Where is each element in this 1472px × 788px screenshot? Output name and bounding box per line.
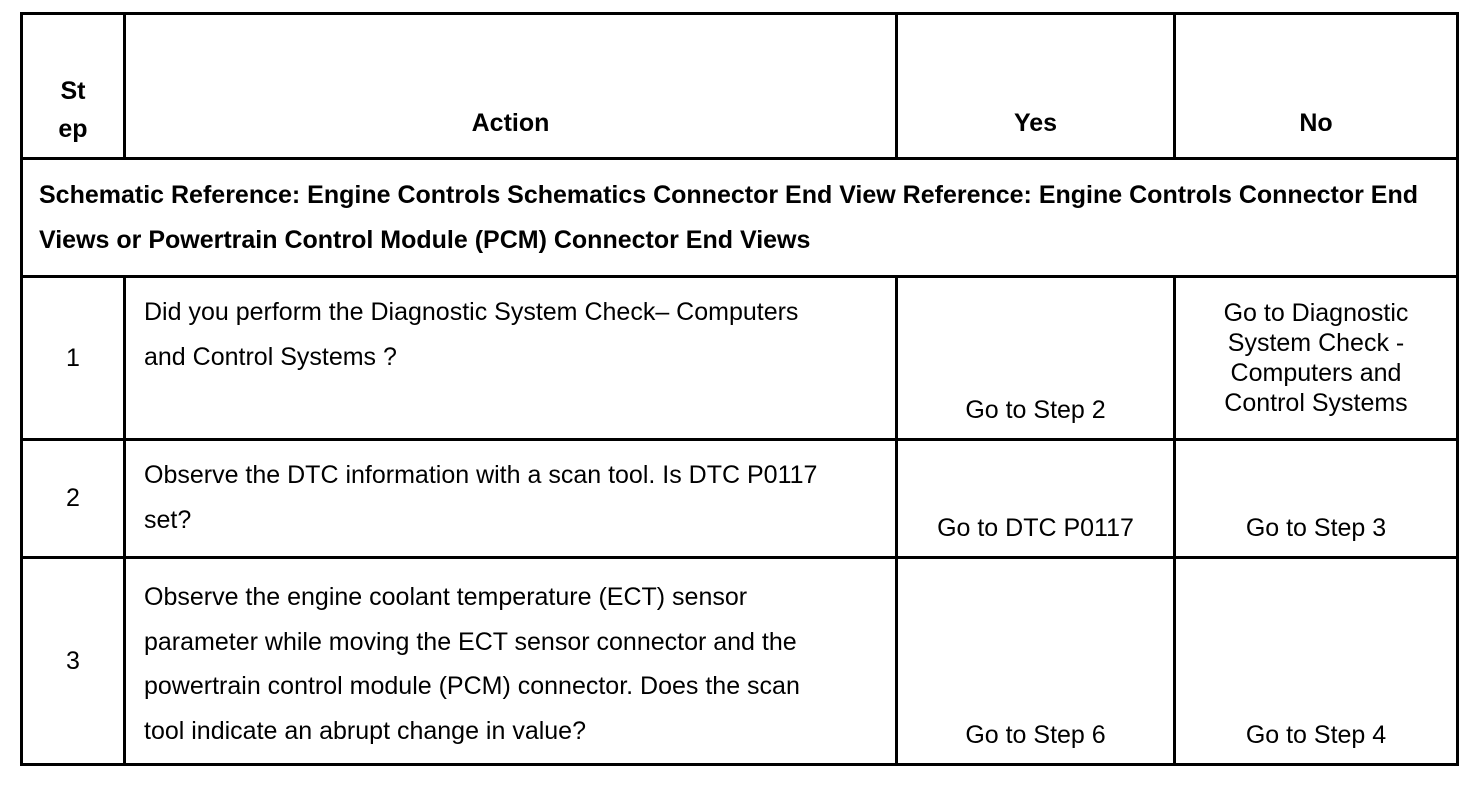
schematic-reference: Schematic Reference: Engine Controls Schematics Connector End View Reference: Engine Controls Connector End Views or Powertrain Control Module (PCM) Connector End Views — [22, 159, 1458, 277]
diagnostic-table — [20, 12, 1459, 766]
header-yes: Yes — [897, 14, 1175, 159]
action-text: Observe the DTC information with a scan tool. Is DTC P0117 set? — [125, 440, 897, 558]
header-no: No — [1175, 14, 1458, 159]
reference-row — [22, 159, 1458, 277]
header-row — [22, 14, 1458, 159]
yes-result: Go to Step 6 — [897, 558, 1175, 765]
action-text: Observe the engine coolant temperature (ECT) sensor parameter while moving the ECT sensor connector and the powertrain control module (PCM) connector. Does the scan tool indicate an abrupt change in value? — [125, 558, 897, 765]
table-row — [22, 558, 1458, 765]
step-number: 2 — [22, 440, 125, 558]
table-row — [22, 440, 1458, 558]
header-step — [22, 14, 125, 159]
header-action: Action — [125, 14, 897, 159]
yes-result: Go to DTC P0117 — [897, 440, 1175, 558]
step-number: 3 — [22, 558, 125, 765]
action-text: Did you perform the Diagnostic System Check– Computers and Control Systems ? — [125, 277, 897, 440]
no-result: Go to Diagnostic System Check - Computers and Control Systems — [1175, 277, 1458, 440]
header-step-label: St ep — [58, 76, 88, 144]
no-result: Go to Step 3 — [1175, 440, 1458, 558]
step-number: 1 — [22, 277, 125, 440]
table-row — [22, 277, 1458, 440]
yes-result: Go to Step 2 — [897, 277, 1175, 440]
no-result: Go to Step 4 — [1175, 558, 1458, 765]
